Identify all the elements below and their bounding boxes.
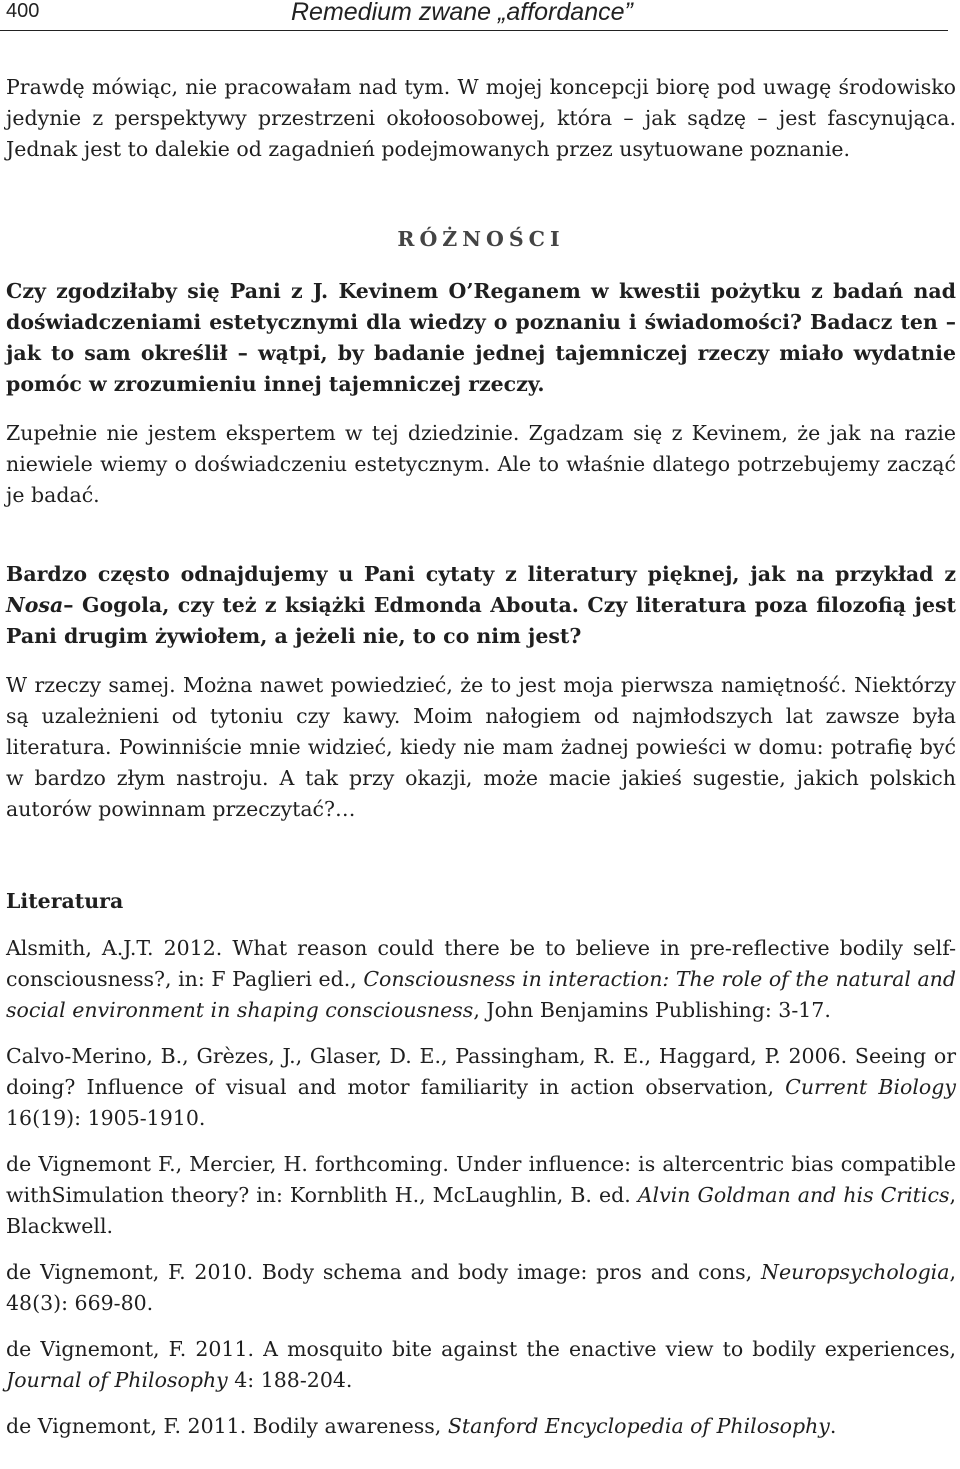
question-text: Bardzo często odnajdujemy u Pani cytaty z literatury pięknej, jak na przykład z [6, 562, 956, 586]
reference-item [6, 1149, 956, 1242]
reference-text: de Vignemont, F. 2010. Body schema and body image: pros and cons, [6, 1260, 761, 1284]
page-body [6, 72, 956, 1457]
answer-paragraph: W rzeczy samej. Można nawet powiedzieć, że to jest moja pierwsza namiętność. Niektórzy są uzależnieni od tytoniu czy kawy. Moim nałogiem od najmłodszych lat zawsze była literatura. Powinniście mnie widzieć, kiedy nie mam żadnej powieści w domu: potrafię być w bardzo złym nastroju. A tak przy okazji, może macie jakieś sugestie, jakich polskich autorów powinnam przeczytać?… [6, 673, 956, 821]
reference-title: Journal of Philosophy [6, 1368, 228, 1392]
reference-title: Consciousness in interaction: The role of the natural and social environment in shaping consciousness [6, 967, 957, 1022]
reference-title: Neuropsychologia [761, 1260, 950, 1284]
reference-text: , Blackwell. [6, 1183, 956, 1238]
reference-item [6, 933, 956, 1026]
page-number: 400 [6, 0, 40, 22]
literature-heading: Literatura [6, 889, 124, 913]
reference-item [6, 1411, 956, 1442]
reference-text: , John Benjamins Publishing: 3-17. [473, 998, 831, 1022]
reference-text: de Vignemont, F. 2011. Bodily awareness, [6, 1414, 448, 1438]
reference-text: de Vignemont F., Mercier, H. forthcoming. Under influence: is altercentric bias compatible withSimulation theory? in: Kornblith H., McLaughlin, B. ed. [6, 1152, 956, 1207]
answer-paragraph: Prawdę mówiąc, nie pracowałam nad tym. W mojej koncepcji biorę pod uwagę środowisko jedynie z perspektywy przestrzeni okołoosobowej, która – jak sądzę – jest fascynująca. Jednak jest to dalekie od zagadnień podejmowanych przez usytuowane poznanie. [6, 75, 956, 161]
reference-title: Stanford Encyclopedia of Philosophy [447, 1414, 830, 1438]
reference-text: Alsmith, A.J.T. 2012. What reason could there be to believe in pre-reflective bodily self-consciousness?, in: F Paglieri ed., [6, 936, 956, 991]
reference-text: . [829, 1414, 837, 1438]
reference-text: 4: 188-204. [227, 1368, 353, 1392]
reference-text: Calvo-Merino, B., Grèzes, J., Glaser, D. E., Passingham, R. E., Haggard, P. 2006. Seeing or doing? Influence of visual and motor familiarity in action observation, [6, 1044, 956, 1099]
reference-title: Current Biology [785, 1075, 956, 1099]
reference-item [6, 1334, 956, 1396]
reference-item [6, 1041, 956, 1134]
reference-text: 16(19): 1905-1910. [6, 1106, 206, 1130]
reference-list [6, 933, 956, 1442]
question-paragraph: Czy zgodziłaby się Pani z J. Kevinem O’Reganem w kwestii pożytku z badań nad doświadczeniami estetycznymi dla wiedzy o poznaniu i świadomości? Badacz ten – jak to sam określił – wątpi, by badanie jednej tajemniczej rzeczy miało wydatnie pomóc w zrozumieniu innej tajemniczej rzeczy. [6, 279, 956, 396]
page-header [0, 0, 948, 31]
answer-paragraph: Zupełnie nie jestem ekspertem w tej dziedzinie. Zgadzam się z Kevinem, że jak na razie niewiele wiemy o doświadczeniu estetycznym. Ale to właśnie dlatego potrzebujemy zacząć je badać. [6, 421, 956, 507]
reference-title: Alvin Goldman and his Critics [637, 1183, 950, 1207]
running-title: Remedium zwane „affordance” [291, 0, 633, 26]
reference-text: , 48(3): 669-80. [6, 1260, 956, 1315]
section-heading: RÓŻNOŚCI [397, 227, 565, 251]
question-paragraph [6, 559, 956, 652]
book-title: Nosa [6, 593, 64, 617]
question-text: – Gogola, czy też z książki Edmonda Abouta. Czy literatura poza filozofią jest Pani drugim żywiołem, a jeżeli nie, to co nim jest? [6, 593, 956, 648]
reference-item [6, 1257, 956, 1319]
reference-text: de Vignemont, F. 2011. A mosquito bite against the enactive view to bodily experiences, [6, 1337, 956, 1361]
